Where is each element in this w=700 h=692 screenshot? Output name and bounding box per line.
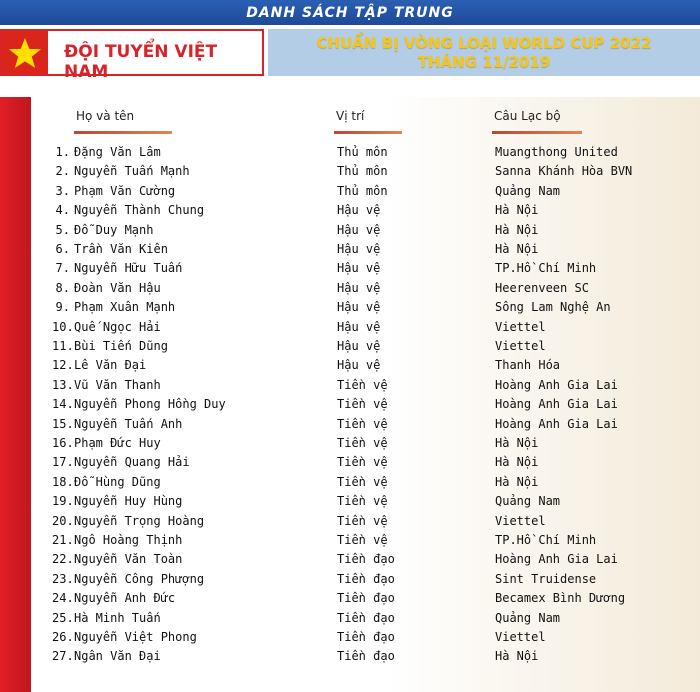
player-position: Tiền đạo [337,610,395,625]
player-club: Sint Truidense [495,571,597,586]
table-row [0,320,700,339]
header-underline-name [74,131,172,134]
player-club: Thanh Hóa [495,358,561,373]
event-title-box [268,29,700,76]
player-position: Hậu vệ [337,358,381,373]
player-position: Hậu vệ [337,280,381,295]
player-club: Hoàng Anh Gia Lai [495,397,618,412]
player-name: Nguyễn Tuấn Mạnh [74,164,190,179]
row-number: 18. [52,474,74,489]
player-position: Hậu vệ [337,300,381,315]
table-row [0,339,700,358]
player-position: Tiền vệ [337,513,388,528]
row-number: 4. [55,203,70,218]
player-name: Đặng Văn Lâm [74,145,161,159]
table-row [0,417,700,436]
player-name: Ngân Văn Đại [74,649,161,664]
player-position: Hậu vệ [337,203,381,218]
table-row [0,145,700,164]
row-number: 11. [52,339,74,353]
player-position: Tiền vệ [337,494,388,509]
player-name: Bùi Tiến Dũng [74,339,168,353]
table-row [0,184,700,203]
table-row [0,203,700,222]
player-club: Hà Nội [495,649,539,664]
player-name: Trần Văn Kiên [74,242,168,256]
table-row [0,572,700,591]
roster-panel [0,97,700,692]
player-name: Phạm Đức Huy [74,436,161,450]
player-name: Vũ Văn Thanh [74,377,161,392]
player-club: Becamex Bình Dương [495,591,626,606]
row-number: 1. [55,145,70,159]
player-position: Thủ môn [337,164,388,179]
player-position: Hậu vệ [337,222,381,237]
table-row [0,281,700,300]
player-position: Tiền vệ [337,377,388,392]
table-row [0,630,700,649]
table-row [0,397,700,416]
row-number: 12. [52,358,74,373]
player-position: Thủ môn [337,183,388,198]
player-club: Hoàng Anh Gia Lai [495,416,618,431]
player-club: Sông Lam Nghệ An [495,300,611,315]
row-number: 5. [55,222,70,237]
row-number: 10. [52,319,74,334]
player-name: Nguyễn Hữu Tuấn [74,261,183,276]
header-club: Câu Lạc bộ [494,109,561,123]
table-row [0,494,700,513]
player-name: Đoàn Văn Hậu [74,280,161,295]
player-club: Hoàng Anh Gia Lai [495,552,618,567]
player-position: Tiền vệ [337,533,388,547]
player-club: Muangthong United [495,145,618,159]
row-number: 3. [55,183,70,198]
row-number: 2. [55,164,70,179]
title-banner [0,0,700,27]
row-number: 26. [52,630,74,644]
player-name: Nguyễn Huy Hùng [74,494,183,509]
player-position: Tiền đạo [337,649,395,664]
header-name: Họ và tên [76,109,135,123]
table-row [0,649,700,668]
player-position: Tiền đạo [337,630,395,644]
player-position: Tiền đạo [337,552,395,567]
player-name: Nguyễn Quang Hải [74,455,190,470]
table-row [0,242,700,261]
player-club: Hà Nội [495,436,539,450]
player-club: Hà Nội [495,474,539,489]
team-box [0,29,264,82]
player-position: Thủ môn [337,145,388,159]
player-club: Hà Nội [495,222,539,237]
table-row [0,378,700,397]
player-position: Tiền vệ [337,397,388,412]
table-row [0,358,700,377]
player-club: Heerenveen SC [495,280,589,295]
player-name: Đỗ Duy Mạnh [74,222,154,237]
table-row [0,514,700,533]
player-club: Viettel [495,513,546,528]
row-number: 19. [52,494,74,509]
row-number: 27. [52,649,74,664]
player-club: Viettel [495,339,546,353]
banner-title: DANH SÁCH TẬP TRUNG [246,4,454,21]
player-club: Quảng Nam [495,494,561,509]
player-name: Nguyễn Văn Toàn [74,552,183,567]
player-position: Tiền vệ [337,416,388,431]
table-row [0,552,700,571]
player-position: Hậu vệ [337,319,381,334]
player-name: Nguyễn Công Phượng [74,571,205,586]
player-club: Quảng Nam [495,610,561,625]
row-number: 25. [52,610,74,625]
vietnam-flag-icon [2,31,48,74]
team-name: ĐỘI TUYỂN VIỆT NAM [64,42,218,82]
player-position: Tiền vệ [337,474,388,489]
row-number: 15. [52,416,74,431]
player-club: Sanna Khánh Hòa BVN [495,164,633,179]
row-number: 21. [52,533,74,547]
player-club: Hà Nội [495,455,539,470]
row-number: 13. [52,377,74,392]
table-row [0,300,700,319]
table-row [0,533,700,552]
table-header [0,109,700,131]
row-number: 22. [52,552,74,567]
row-number: 17. [52,455,74,470]
player-position: Hậu vệ [337,261,381,276]
player-club: TP.Hồ Chí Minh [495,261,597,276]
table-row [0,436,700,455]
row-number: 16. [52,436,74,450]
player-name: Phạm Văn Cường [74,183,176,198]
player-position: Tiền vệ [337,455,388,470]
player-club: Hà Nội [495,203,539,218]
player-club: TP.Hồ Chí Minh [495,533,597,547]
player-position: Hậu vệ [337,339,381,353]
player-club: Viettel [495,630,546,644]
header-underline-position [334,131,402,134]
player-name: Nguyễn Phong Hồng Duy [74,397,226,412]
row-number: 14. [52,397,74,412]
event-title-line-2: THÁNG 11/2019 [417,52,551,71]
player-name: Nguyễn Anh Đức [74,591,176,606]
player-club: Viettel [495,319,546,334]
event-title-line-1: CHUẨN BỊ VÒNG LOẠI WORLD CUP 2022 [316,33,652,52]
player-club: Hà Nội [495,242,539,256]
row-number: 8. [55,280,70,295]
table-row [0,164,700,183]
player-position: Tiền vệ [337,436,388,450]
player-name: Đỗ Hùng Dũng [74,474,161,489]
table-row [0,611,700,630]
row-number: 23. [52,571,74,586]
row-number: 20. [52,513,74,528]
row-number: 7. [55,261,70,276]
player-name: Ngô Hoàng Thịnh [74,533,183,547]
row-number: 24. [52,591,74,606]
player-club: Hoàng Anh Gia Lai [495,377,618,392]
player-position: Tiền đạo [337,591,395,606]
player-name: Nguyễn Tuấn Anh [74,416,183,431]
table-row [0,455,700,474]
row-number: 6. [55,242,70,256]
player-name: Nguyễn Thành Chung [74,203,205,218]
flag-star-icon [7,35,43,71]
player-name: Hà Minh Tuấn [74,610,161,625]
player-club: Quảng Nam [495,183,561,198]
row-number: 9. [55,300,70,315]
table-row [0,475,700,494]
header-underline-club [492,131,582,134]
player-position: Tiền đạo [337,571,395,586]
player-position: Hậu vệ [337,242,381,256]
player-name: Phạm Xuân Mạnh [74,300,176,315]
player-name: Quế Ngọc Hải [74,319,161,334]
header-position: Vị trí [336,109,365,123]
player-name: Lê Văn Đại [74,358,147,373]
table-row [0,261,700,280]
table-row [0,223,700,242]
player-name: Nguyễn Việt Phong [74,630,197,644]
player-name: Nguyễn Trọng Hoàng [74,513,205,528]
table-row [0,591,700,610]
